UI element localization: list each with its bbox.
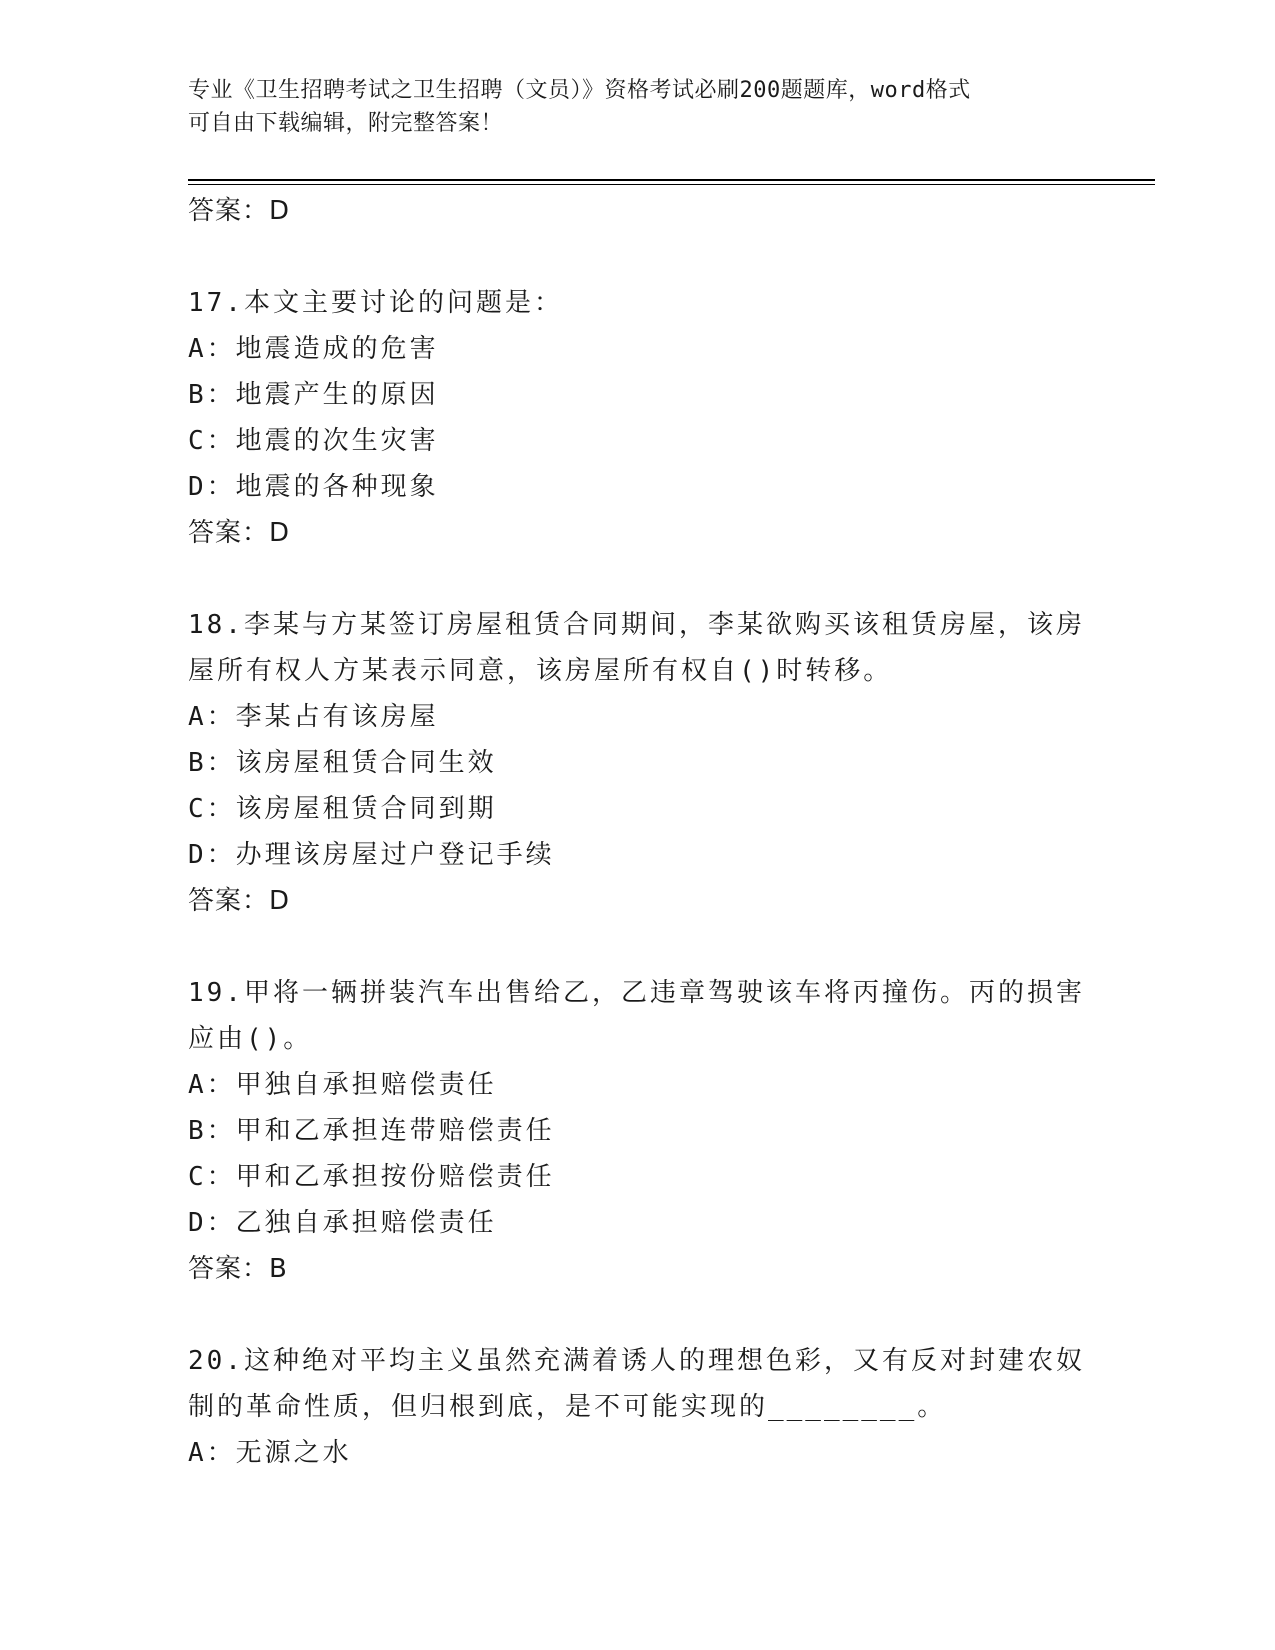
question-list xyxy=(188,188,1088,1476)
option: A：地震造成的危害 xyxy=(188,334,439,364)
option: C：甲和乙承担按份赔偿责任 xyxy=(188,1162,555,1192)
question-text: 20.这种绝对平均主义虽然充满着诱人的理想色彩，又有反对封建农奴制的革命性质，但归根到底，是不可能实现的________。 xyxy=(188,1346,1085,1422)
option: D：地震的各种现象 xyxy=(188,472,439,502)
header-line-2: 可自由下载编辑，附完整答案！ xyxy=(188,111,504,136)
document-header xyxy=(188,74,1068,140)
answer-line: 答案：D xyxy=(188,518,291,548)
option: A：无源之水 xyxy=(188,1438,352,1468)
option: C：地震的次生灾害 xyxy=(188,426,439,456)
option: D：办理该房屋过户登记手续 xyxy=(188,840,555,870)
question-block xyxy=(188,970,1088,1292)
previous-answer: 答案：D xyxy=(188,196,291,226)
option: D：乙独自承担赔偿责任 xyxy=(188,1208,497,1238)
question-text: 19.甲将一辆拼装汽车出售给乙，乙违章驾驶该车将丙撞伤。丙的损害应由()。 xyxy=(188,978,1085,1054)
question-block xyxy=(188,1338,1088,1476)
option: B：甲和乙承担连带赔偿责任 xyxy=(188,1116,555,1146)
option: C：该房屋租赁合同到期 xyxy=(188,794,497,824)
option: B：地震产生的原因 xyxy=(188,380,439,410)
question-text: 18.李某与方某签订房屋租赁合同期间，李某欲购买该租赁房屋，该房屋所有权人方某表示同意，该房屋所有权自()时转移。 xyxy=(188,610,1085,686)
question-block xyxy=(188,602,1088,924)
option: A：甲独自承担赔偿责任 xyxy=(188,1070,497,1100)
answer-line: 答案：D xyxy=(188,886,291,916)
option: B：该房屋租赁合同生效 xyxy=(188,748,497,778)
question-block xyxy=(188,280,1088,556)
question-text: 17.本文主要讨论的问题是： xyxy=(188,288,563,318)
header-line-1: 专业《卫生招聘考试之卫生招聘（文员）》资格考试必刷200题题库，word格式 xyxy=(188,78,971,103)
answer-line: 答案：B xyxy=(188,1254,288,1284)
header-rule-thick xyxy=(188,179,1155,181)
header-rule-thin xyxy=(188,184,1155,185)
option: A：李某占有该房屋 xyxy=(188,702,439,732)
